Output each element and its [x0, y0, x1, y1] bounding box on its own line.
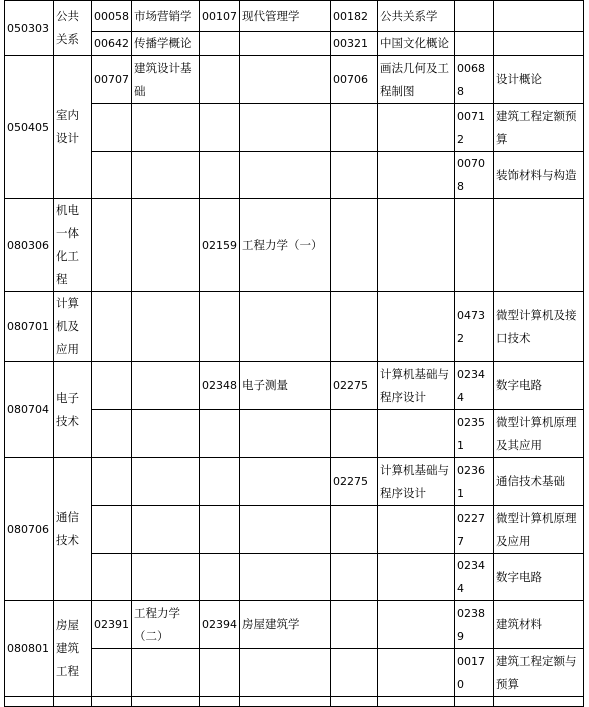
table-cell: [494, 1, 584, 32]
table-cell: [331, 199, 378, 292]
table-cell: [92, 152, 132, 199]
table-cell: [378, 649, 455, 697]
table-cell: [331, 697, 378, 707]
table-cell: [200, 292, 240, 362]
course-table: [4, 0, 584, 707]
table-cell: 02394: [200, 601, 240, 649]
table-cell: [240, 410, 331, 458]
table-cell: [240, 56, 331, 104]
table-cell: [132, 362, 200, 410]
table-cell: 建筑材料: [494, 601, 584, 649]
table-cell: [455, 199, 494, 292]
table-cell: 02348: [200, 362, 240, 410]
table-cell: [240, 554, 331, 601]
table-cell: [5, 697, 54, 707]
table-cell: [331, 506, 378, 554]
table-cell: [378, 697, 455, 707]
table-cell: [132, 152, 200, 199]
table-cell: 00688: [455, 56, 494, 104]
table-cell: 室内设计: [54, 56, 92, 199]
table-row: [5, 199, 584, 292]
table-cell: [92, 506, 132, 554]
table-cell: 02344: [455, 554, 494, 601]
table-cell: [378, 506, 455, 554]
table-cell: [494, 697, 584, 707]
table-cell: 电子测量: [240, 362, 331, 410]
table-cell: [92, 697, 132, 707]
table-cell: [455, 1, 494, 32]
table-cell: 050303: [5, 1, 54, 56]
table-cell: [200, 152, 240, 199]
table-cell: [92, 104, 132, 152]
table-cell: 传播学概论: [132, 32, 200, 56]
table-cell: 00642: [92, 32, 132, 56]
table-cell: [331, 104, 378, 152]
table-cell: 工程力学（二）: [132, 601, 200, 649]
table-cell: 00182: [331, 1, 378, 32]
table-cell: 02275: [331, 362, 378, 410]
table-cell: [132, 292, 200, 362]
table-cell: [92, 649, 132, 697]
table-cell: 00107: [200, 1, 240, 32]
table-cell: [200, 104, 240, 152]
table-row: [5, 56, 584, 104]
table-cell: [200, 410, 240, 458]
table-cell: [200, 554, 240, 601]
table-cell: 080306: [5, 199, 54, 292]
table-cell: [455, 32, 494, 56]
table-cell: [132, 506, 200, 554]
table-row: [5, 292, 584, 362]
table-cell: [200, 56, 240, 104]
table-cell: [378, 199, 455, 292]
table-cell: 计算机基础与程序设计: [378, 362, 455, 410]
table-cell: [132, 697, 200, 707]
table-cell: 04732: [455, 292, 494, 362]
table-cell: 00058: [92, 1, 132, 32]
table-cell: [378, 554, 455, 601]
table-row: [5, 697, 584, 707]
table-cell: 计算机基础与程序设计: [378, 458, 455, 506]
table-row: [5, 104, 584, 152]
table-cell: [200, 649, 240, 697]
table-cell: [132, 104, 200, 152]
table-cell: [331, 152, 378, 199]
table-cell: 080701: [5, 292, 54, 362]
table-row: [5, 32, 584, 56]
table-cell: 080706: [5, 458, 54, 601]
table-cell: 公共关系: [54, 1, 92, 56]
table-cell: [92, 458, 132, 506]
table-cell: [240, 32, 331, 56]
table-row: [5, 152, 584, 199]
table-cell: 00712: [455, 104, 494, 152]
table-cell: [240, 104, 331, 152]
table-cell: 02159: [200, 199, 240, 292]
table-cell: [92, 554, 132, 601]
table-cell: [331, 292, 378, 362]
table-cell: 公共关系学: [378, 1, 455, 32]
table-cell: [92, 292, 132, 362]
table-cell: [455, 697, 494, 707]
table-cell: 房屋建筑学: [240, 601, 331, 649]
table-cell: [331, 410, 378, 458]
table-cell: 02389: [455, 601, 494, 649]
table-cell: 02361: [455, 458, 494, 506]
table-cell: [331, 601, 378, 649]
table-cell: 通信技术基础: [494, 458, 584, 506]
table-cell: [92, 362, 132, 410]
table-cell: 微型计算机及接口技术: [494, 292, 584, 362]
table-cell: [240, 649, 331, 697]
table-cell: 数字电路: [494, 362, 584, 410]
table-cell: [331, 649, 378, 697]
table-cell: 工程力学（一）: [240, 199, 331, 292]
table-cell: [240, 458, 331, 506]
table-cell: [132, 410, 200, 458]
table-cell: [494, 199, 584, 292]
table-cell: 房屋建筑工程: [54, 601, 92, 697]
table-row: [5, 362, 584, 410]
table-cell: 02275: [331, 458, 378, 506]
table-cell: [378, 410, 455, 458]
table-cell: [132, 458, 200, 506]
table-cell: 微型计算机原理及其应用: [494, 410, 584, 458]
table-cell: [132, 554, 200, 601]
table-cell: 微型计算机原理及应用: [494, 506, 584, 554]
table-cell: 050405: [5, 56, 54, 199]
table-cell: 02277: [455, 506, 494, 554]
table-cell: [132, 649, 200, 697]
table-cell: 建筑工程定额与预算: [494, 649, 584, 697]
table-cell: [92, 410, 132, 458]
table-cell: 080704: [5, 362, 54, 458]
table-cell: [240, 292, 331, 362]
table-cell: [331, 554, 378, 601]
table-row: [5, 554, 584, 601]
table-cell: 00170: [455, 649, 494, 697]
table-cell: 机电一体化工程: [54, 199, 92, 292]
table-cell: 电子技术: [54, 362, 92, 458]
table-cell: 00707: [92, 56, 132, 104]
table-cell: [132, 199, 200, 292]
table-cell: 080801: [5, 601, 54, 697]
table-cell: 画法几何及工程制图: [378, 56, 455, 104]
table-cell: 现代管理学: [240, 1, 331, 32]
table-cell: [200, 506, 240, 554]
table-row: [5, 601, 584, 649]
table-cell: [494, 32, 584, 56]
table-cell: [92, 199, 132, 292]
table-cell: 02391: [92, 601, 132, 649]
table-cell: 设计概论: [494, 56, 584, 104]
table-cell: [378, 152, 455, 199]
table-cell: [200, 697, 240, 707]
table-row: [5, 1, 584, 32]
table-cell: [240, 697, 331, 707]
table-cell: [200, 458, 240, 506]
table-cell: 建筑设计基础: [132, 56, 200, 104]
table-cell: 市场营销学: [132, 1, 200, 32]
table-cell: 02351: [455, 410, 494, 458]
table-cell: 装饰材料与构造: [494, 152, 584, 199]
table-cell: 通信技术: [54, 458, 92, 601]
table-cell: 建筑工程定额预算: [494, 104, 584, 152]
table-cell: 中国文化概论: [378, 32, 455, 56]
table-cell: [240, 152, 331, 199]
table-cell: 计算机及应用: [54, 292, 92, 362]
table-cell: 02344: [455, 362, 494, 410]
table-row: [5, 649, 584, 697]
table-cell: [200, 32, 240, 56]
table-cell: [378, 292, 455, 362]
table-cell: 00321: [331, 32, 378, 56]
table-cell: [54, 697, 92, 707]
table-cell: [378, 601, 455, 649]
table-row: [5, 458, 584, 506]
table-cell: 00708: [455, 152, 494, 199]
table-row: [5, 506, 584, 554]
table-cell: [240, 506, 331, 554]
table-cell: 00706: [331, 56, 378, 104]
table-row: [5, 410, 584, 458]
table-cell: [378, 104, 455, 152]
table-cell: 数字电路: [494, 554, 584, 601]
